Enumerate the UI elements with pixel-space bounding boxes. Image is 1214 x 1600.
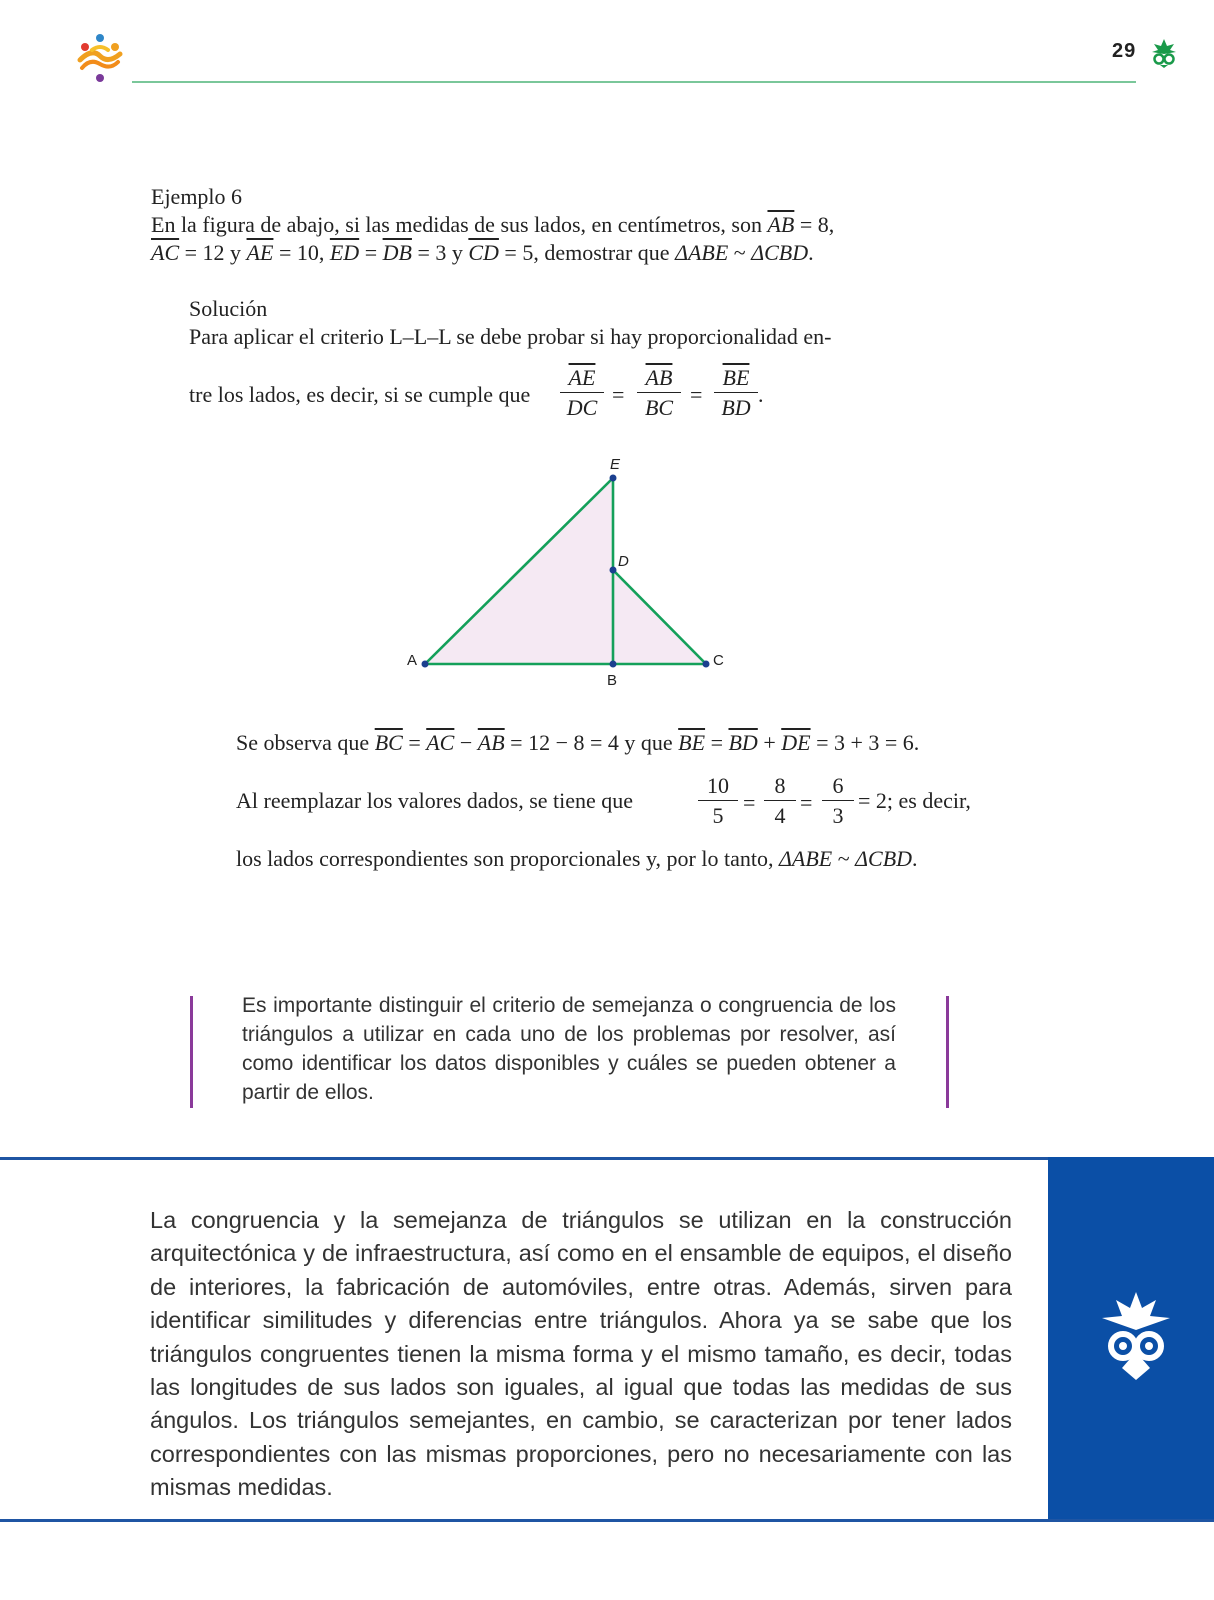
colorful-people-logo-icon (72, 30, 128, 86)
fraction-6-3: $\frac{6}{3}$ (822, 772, 854, 831)
example-statement-line2: $\overline{AC} = 12$ y $\overline{AE} = 10$, $\overline{ED} = \overline{DB} = 3$ y $\overline{CD} = 5$, demostrar que ΔABE ~ ΔCBD. (151, 240, 814, 265)
point-e (610, 475, 617, 482)
solution-title: Solución (189, 296, 268, 321)
fraction-10-5: $\frac{10}{5}$ (698, 772, 738, 831)
point-b (610, 661, 617, 668)
note-left-bar (190, 996, 193, 1108)
note-right-bar (946, 996, 949, 1108)
equals-sign: = (743, 790, 756, 815)
page-number: 29 (1112, 40, 1137, 62)
fraction-8-4: $\frac{8}{4}$ (764, 772, 796, 831)
box-top-border (0, 1157, 1214, 1160)
triangle-figure (398, 452, 738, 686)
equals-sign: = (690, 382, 703, 407)
white-ornament-icon (1100, 1290, 1172, 1380)
label-b: B (607, 672, 618, 686)
box-bottom-border (0, 1519, 1214, 1522)
label-e: E (610, 456, 621, 473)
solution-line2: tre los lados, es decir, si se cumple que (189, 382, 531, 407)
conclusion-line: los lados correspondientes son proporcionales y, por lo tanto, ΔABE ~ ΔCBD. (236, 846, 918, 871)
point-c (703, 661, 710, 668)
solution-line1: Para aplicar el criterio L–L–L se debe probar si hay proporcionalidad en- (189, 324, 832, 349)
header-divider (132, 81, 1136, 83)
ratio-ab-bc: $\frac{\overline{AB}}{BC}$ (637, 364, 681, 423)
point-a (422, 661, 429, 668)
equals-sign: = (800, 790, 813, 815)
ratio-be-bd: $\frac{\overline{BE}}{BD}$ (714, 364, 758, 423)
point-d (610, 567, 617, 574)
ratio-ae-dc: $\frac{\overline{AE}}{DC}$ (560, 364, 604, 423)
note-text: Es importante distinguir el criterio de semejanza o congruencia de los triángulos a utilizar en cada uno de los problemas por resolver, así como identificar los datos disponibles y cuáles se pueden obtener a partir de ellos. (242, 994, 896, 1104)
label-d: D (618, 553, 629, 570)
closing-paragraph: La congruencia y la semejanza de triángulos se utilizan en la construcción arquitectónica y de infraestructura, así como en el ensamble de equipos, el diseño de interiores, la fabricación de automóviles, entre otras. Además, sirven para identificar similitudes y diferencias entre triángulos. Ahora ya se sabe que los triángulos congruentes tienen la misma forma y el mismo tamaño, es decir, todas las longitudes de sus lados son iguales, al igual que todas las medidas de sus ángulos. Los triángulos semejantes, en cambio, se caracterizan por tener lados correspondientes con las mismas proporciones, pero no necesariamente con las mismas medidas. (150, 1207, 1012, 1501)
green-ornament-icon (1150, 38, 1178, 68)
observation-line: Se observa que $\overline{BC} = \overline{AC} - \overline{AB} = 12 - 8 = 4$ y que $\overline{BE} = \overline{BD} + \overline{DE} = 3 + 3 = 6$. (236, 730, 920, 755)
segment-ab: $\overline{AB}$ (767, 212, 795, 237)
equals-sign: = (612, 382, 625, 407)
replacement-tail: = 2; es decir, (858, 788, 971, 813)
label-a: A (407, 652, 418, 669)
replacement-lead: Al reemplazar los valores dados, se tiene que (236, 788, 634, 813)
example-title: Ejemplo 6 (151, 184, 243, 209)
label-c: C (713, 652, 724, 669)
example-statement-line1: En la figura de abajo, si las medidas de sus lados, en centímetros, son $\overline{AB} = 8$, (151, 212, 835, 237)
ratio-period: . (758, 382, 764, 407)
